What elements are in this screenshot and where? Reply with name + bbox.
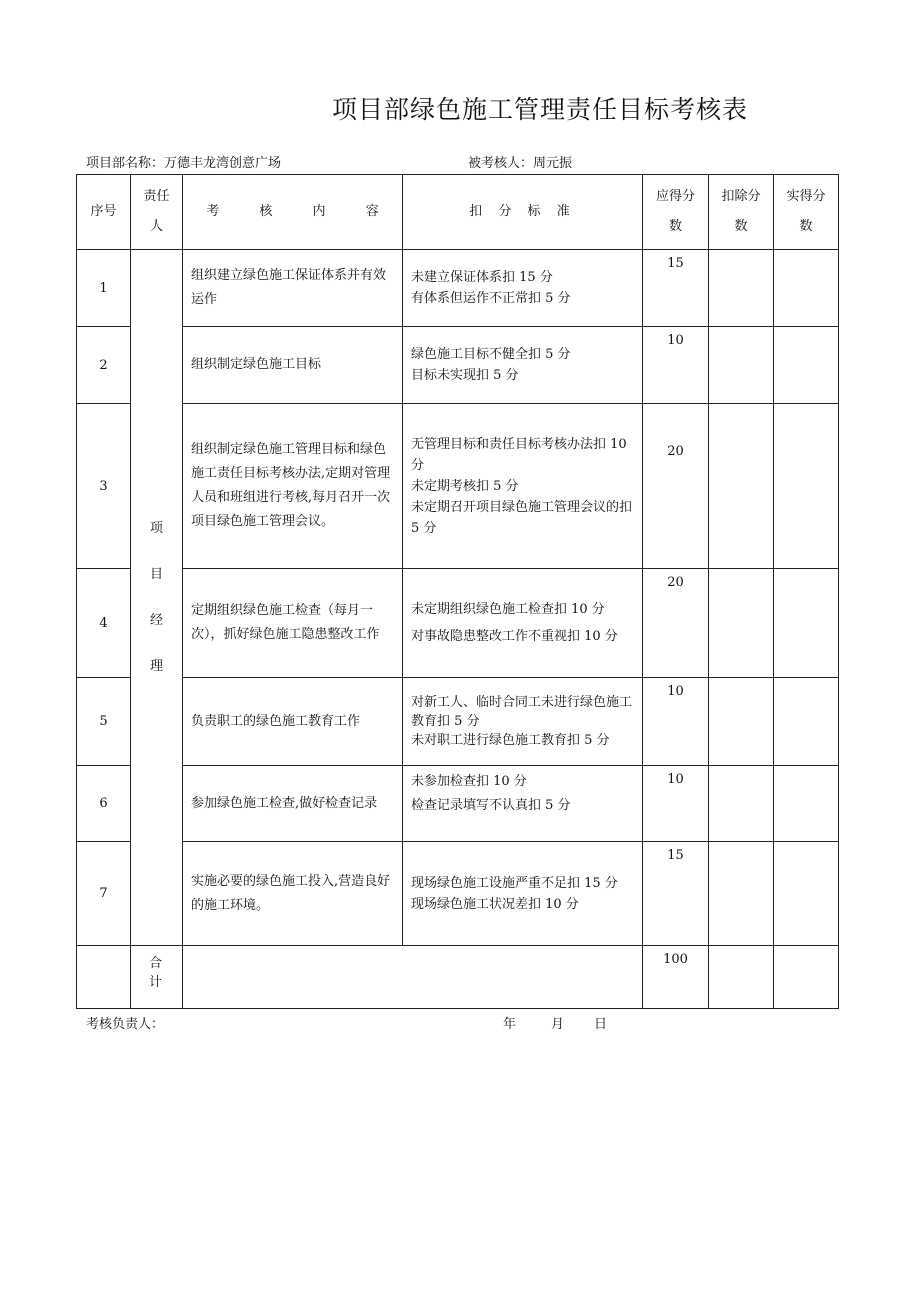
header-actual-line1: 实得分 (786, 189, 826, 204)
row-actual-score[interactable] (774, 678, 839, 766)
row-standard (403, 569, 643, 678)
standard-line: 现场绿色施工状况差扣 10 分 (411, 896, 579, 912)
row-deducted-score[interactable] (709, 766, 774, 842)
assessment-table (76, 174, 839, 1009)
document-title: 项目部绿色施工管理责任目标考核表 (332, 95, 749, 124)
row-content: 组织制定绿色施工管理目标和绿色施工责任目标考核办法,定期对管理人员和班组进行考核,每月召开一次项目绿色施工管理会议。 (183, 404, 403, 569)
total-empty-cell (77, 946, 131, 1009)
row-due-score: 20 (643, 569, 709, 678)
row-content: 定期组织绿色施工检查（每月一次），抓好绿色施工隐患整改工作 (183, 569, 403, 678)
responsible-char: 理 (149, 658, 163, 674)
table-header-row (77, 175, 839, 250)
row-deducted-score[interactable] (709, 250, 774, 327)
reviewer-label: 考核负责人： (86, 1017, 165, 1032)
assessee-label: 被考核人：周元振 (468, 156, 573, 171)
row-standard (403, 250, 643, 327)
row-due-score: 10 (643, 766, 709, 842)
standard-line: 未对职工进行绿色施工教育扣 5 分 (411, 733, 610, 748)
row-standard (403, 404, 643, 569)
standard-line: 有体系但运作不正常扣 5 分 (411, 291, 571, 306)
standard-line: 现场绿色施工设施严重不足扣 15 分 (411, 875, 618, 891)
total-blank-cell (183, 946, 643, 1009)
header-standard: 扣 分 标 准 (403, 175, 643, 250)
standard-line: 对新工人、临时合同工未进行绿色施工教育扣 5 分 (411, 695, 633, 729)
row-seq: 1 (77, 250, 131, 327)
standard-line: 未定期考核扣 5 分 (411, 478, 519, 494)
header-content: 考 核 内 容 (183, 175, 403, 250)
standard-line: 无管理目标和责任目标考核办法扣 10 分 (411, 436, 627, 473)
responsible-char: 经 (149, 612, 163, 628)
row-content: 实施必要的绿色施工投入,营造良好的施工环境。 (183, 842, 403, 946)
row-due-score: 10 (643, 678, 709, 766)
standard-line: 未定期召开项目绿色施工管理会议的扣 5 分 (411, 499, 633, 536)
row-standard (403, 842, 643, 946)
total-row (77, 946, 839, 1009)
row-seq: 4 (77, 569, 131, 678)
header-seq: 序号 (77, 175, 131, 250)
header-responsible-line2: 人 (149, 219, 163, 234)
header-due-score (643, 175, 709, 250)
standard-line: 绿色施工目标不健全扣 5 分 (411, 347, 571, 362)
row-standard (403, 327, 643, 404)
row-actual-score[interactable] (774, 842, 839, 946)
table-row (77, 327, 839, 404)
standard-line: 对事故隐患整改工作不重视扣 10 分 (411, 629, 618, 644)
row-actual-score[interactable] (774, 569, 839, 678)
row-seq: 2 (77, 327, 131, 404)
header-responsible (131, 175, 183, 250)
standard-line: 未定期组织绿色施工检查扣 10 分 (411, 602, 605, 617)
row-deducted-score[interactable] (709, 842, 774, 946)
row-content: 参加绿色施工检查,做好检查记录 (183, 766, 403, 842)
header-actual-line2: 数 (799, 219, 813, 234)
row-seq: 5 (77, 678, 131, 766)
row-standard (403, 766, 643, 842)
row-due-score: 20 (643, 404, 709, 569)
header-deducted-score (709, 175, 774, 250)
header-actual-score (774, 175, 839, 250)
row-actual-score[interactable] (774, 404, 839, 569)
table-row (77, 678, 839, 766)
table-row (77, 250, 839, 327)
row-seq: 6 (77, 766, 131, 842)
row-actual-score[interactable] (774, 766, 839, 842)
date-month-label: 月 (551, 1017, 565, 1032)
row-deducted-score[interactable] (709, 404, 774, 569)
row-deducted-score[interactable] (709, 327, 774, 404)
row-actual-score[interactable] (774, 327, 839, 404)
table-row (77, 766, 839, 842)
row-due-score: 15 (643, 842, 709, 946)
row-actual-score[interactable] (774, 250, 839, 327)
row-due-score: 10 (643, 327, 709, 404)
date-year-label: 年 (503, 1017, 517, 1032)
total-deducted-score[interactable] (709, 946, 774, 1009)
row-seq: 3 (77, 404, 131, 569)
row-content: 组织制定绿色施工目标 (183, 327, 403, 404)
total-actual-score[interactable] (774, 946, 839, 1009)
standard-line: 未建立保证体系扣 15 分 (411, 270, 553, 285)
row-content: 负责职工的绿色施工教育工作 (183, 678, 403, 766)
date-day-label: 日 (594, 1017, 608, 1032)
responsible-person-cell (131, 250, 183, 946)
row-standard (403, 678, 643, 766)
total-due-score: 100 (643, 946, 709, 1009)
row-due-score: 15 (643, 250, 709, 327)
row-seq: 7 (77, 842, 131, 946)
table-row (77, 569, 839, 678)
header-due-line2: 数 (668, 219, 682, 234)
total-label: 合 计 (131, 946, 183, 1009)
responsible-char: 项 (149, 520, 163, 536)
header-responsible-line1: 责任 (143, 189, 170, 204)
row-content: 组织建立绿色施工保证体系并有效运作 (183, 250, 403, 327)
table-row (77, 842, 839, 946)
standard-line: 未参加检查扣 10 分 (411, 774, 527, 789)
header-deduct-line2: 数 (734, 219, 748, 234)
header-deduct-line1: 扣除分 (721, 189, 761, 204)
row-deducted-score[interactable] (709, 569, 774, 678)
standard-line: 检查记录填写不认真扣 5 分 (411, 798, 571, 813)
header-due-line1: 应得分 (655, 189, 695, 204)
row-deducted-score[interactable] (709, 678, 774, 766)
table-row (77, 404, 839, 569)
responsible-char: 目 (149, 566, 163, 582)
standard-line: 目标未实现扣 5 分 (411, 368, 519, 383)
project-name-label: 项目部名称：万德丰龙湾创意广场 (86, 156, 282, 171)
